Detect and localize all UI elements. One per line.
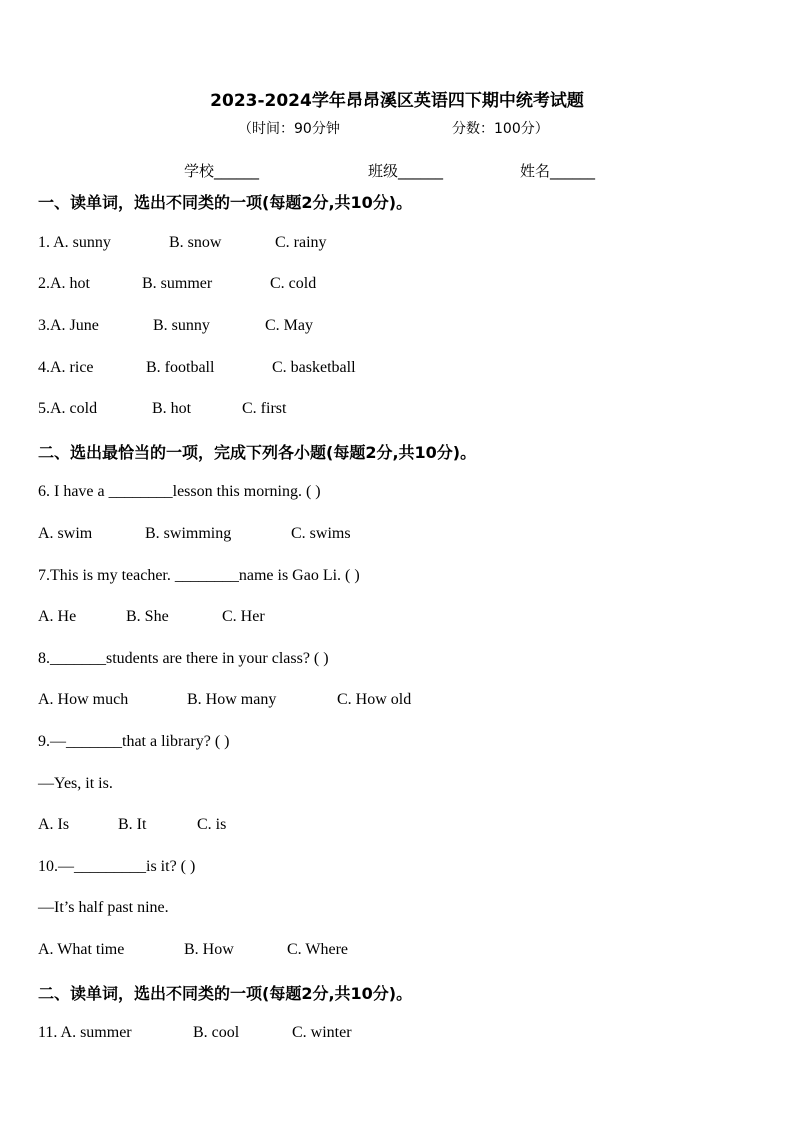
q9-option-c: C. is [197, 816, 227, 833]
question-9-reply: —Yes, it is. [38, 775, 113, 792]
exam-score: 分数：100分） [452, 121, 549, 137]
q1-option-b: B. snow [169, 234, 222, 251]
q8-option-c: C. How old [337, 691, 412, 708]
q7-option-c: C. Her [222, 608, 265, 625]
q11-option-b: B. cool [193, 1024, 240, 1041]
q4-option-c: C. basketball [272, 359, 356, 376]
q5-option-a: 5.A. cold [38, 400, 98, 417]
q4-option-a: 4.A. rice [38, 359, 94, 376]
q6-option-a: A. swim [38, 525, 93, 542]
q6-option-c: C. swims [291, 525, 351, 542]
q8-option-a: A. How much [38, 691, 129, 708]
q10-option-b: B. How [184, 941, 234, 958]
q9-option-b: B. It [118, 816, 147, 833]
class-field: 班级______ [368, 162, 444, 180]
q10-option-c: C. Where [287, 941, 349, 958]
question-8-stem: 8._______students are there in your class? ( ) [38, 650, 329, 667]
q6-option-b: B. swimming [145, 525, 232, 542]
q4-option-b: B. football [146, 359, 215, 376]
q7-option-a: A. He [38, 608, 77, 625]
q2-option-b: B. summer [142, 275, 213, 292]
question-6-stem: 6. I have a ________lesson this morning. ( ) [38, 483, 321, 500]
q11-option-a: 11. A. summer [38, 1024, 132, 1041]
section-heading-2: 二、选出最恰当的一项，完成下列各小题(每题2分,共10分)。 [38, 443, 477, 462]
school-field: 学校______ [184, 162, 260, 180]
q8-option-b: B. How many [187, 691, 277, 708]
q5-option-b: B. hot [152, 400, 192, 417]
name-field: 姓名______ [520, 162, 596, 180]
q11-option-c: C. winter [292, 1024, 352, 1041]
question-9-stem: 9.—_______that a library? ( ) [38, 733, 230, 750]
section-heading-3: 二、读单词，选出不同类的一项(每题2分,共10分)。 [38, 984, 413, 1003]
q3-option-b: B. sunny [153, 317, 210, 334]
page-title: 2023-2024学年昂昂溪区英语四下期中统考试题 [210, 91, 584, 111]
section-heading-1: 一、读单词，选出不同类的一项(每题2分,共10分)。 [38, 193, 413, 212]
question-10-reply: —It’s half past nine. [38, 899, 169, 916]
q3-option-c: C. May [265, 317, 313, 334]
q10-option-a: A. What time [38, 941, 125, 958]
q1-option-c: C. rainy [275, 234, 327, 251]
q2-option-c: C. cold [270, 275, 317, 292]
q9-option-a: A. Is [38, 816, 70, 833]
question-10-stem: 10.—_________is it? ( ) [38, 858, 196, 875]
q2-option-a: 2.A. hot [38, 275, 90, 292]
q5-option-c: C. first [242, 400, 287, 417]
q1-option-a: 1. A. sunny [38, 234, 111, 251]
exam-time: （时间：90分钟 [238, 121, 340, 137]
question-7-stem: 7.This is my teacher. ________name is Gao Li. ( ) [38, 567, 360, 584]
q3-option-a: 3.A. June [38, 317, 99, 334]
q7-option-b: B. She [126, 608, 169, 625]
